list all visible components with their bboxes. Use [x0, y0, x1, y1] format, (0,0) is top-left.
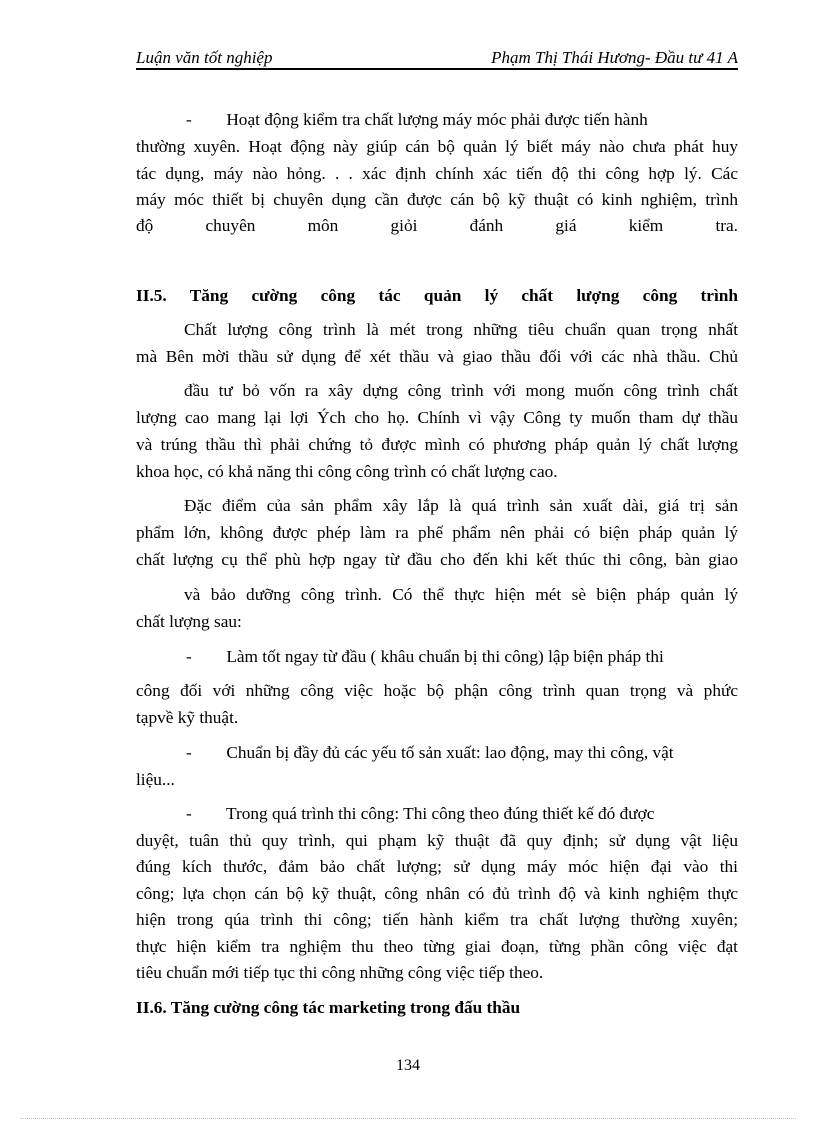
text-line: lượng cao mang lại lợi Ých cho họ. Chính vì vậy Công ty muốn tham dự thầu — [136, 408, 738, 427]
text-line: công đối với những công việc hoặc bộ phận công trình quan trọng và phức — [136, 681, 738, 700]
text-line: và trúng thầu thì phải chứng tỏ được mình có phương pháp quản lý chất lượng — [136, 435, 738, 454]
text-line: duyệt, tuân thủ quy trình, qui phạm kỹ thuật đã quy định; sử dụng vật liệu — [136, 831, 738, 850]
text-line: phẩm lớn, không được phép làm ra phế phẩm nên phải có biện pháp quản lý — [136, 523, 738, 542]
text-line: - Trong quá trình thi công: Thi công theo đúng thiết kế đó được — [186, 804, 655, 823]
text-line: thực hiện kiểm tra nghiệm thu theo từng giai đoạn, từng phần công việc đạt — [136, 937, 738, 956]
text-line: - Chuẩn bị đầy đủ các yếu tố sản xuất: lao động, may thi công, vật — [186, 743, 674, 762]
page-header — [136, 48, 738, 70]
page-number: 134 — [396, 1057, 420, 1074]
section-heading-ii5: II.5. Tăng cường công tác quản lý chất lượng công trình — [136, 286, 738, 305]
text-line: thường xuyên. Hoạt động này giúp cán bộ quản lý biết máy nào chưa phát huy — [136, 137, 738, 156]
text-line: công; lựa chọn cán bộ kỹ thuật, công nhân có đủ trình độ và kinh nghiệm thực — [136, 884, 738, 903]
text-line: - Hoạt động kiểm tra chất lượng máy móc phải được tiến hành — [186, 110, 648, 129]
text-line: mà Bên mời thầu sử dụng để xét thầu và giao thầu đối với các nhà thầu. Chủ — [136, 347, 738, 366]
text-line: đúng kích thước, đảm bảo chất lượng; sử dụng máy móc hiện đại vào thi — [136, 857, 738, 876]
text-line: chất lượng cụ thể phù hợp ngay từ đầu cho đến khi kết thúc thi công, bàn giao — [136, 550, 738, 569]
text-line: Đặc điểm của sản phẩm xây lắp là quá trình sản xuất dài, giá trị sản — [184, 496, 738, 515]
text-line: hiện trong qúa trình thi công; tiến hành kiểm tra chất lượng thường xuyên; — [136, 910, 738, 929]
text-line: và bảo dưỡng công trình. Có thể thực hiện mét sè biện pháp quản lý — [184, 585, 738, 604]
text-line: Chất lượng công trình là mét trong những tiêu chuẩn quan trọng nhất — [184, 320, 738, 339]
text-line: - Làm tốt ngay từ đầu ( khâu chuẩn bị thi công) lập biện pháp thi — [186, 647, 664, 666]
text-line: đầu tư bỏ vốn ra xây dựng công trình với mong muốn công trình chất — [184, 381, 738, 400]
text-line: tạpvề kỹ thuật. — [136, 708, 239, 727]
text-line: tiêu chuẩn mới tiếp tục thi công những công việc tiếp theo. — [136, 963, 544, 982]
header-author: Phạm Thị Thái Hương- Đầu tư 41 A — [491, 48, 738, 67]
text-line: liệu... — [136, 770, 175, 789]
section-heading-ii6: II.6. Tăng cường công tác marketing trong đấu thầu — [136, 998, 521, 1017]
page-bottom-divider — [20, 1118, 796, 1119]
text-line: máy móc thiết bị chuyên dụng cần được cán bộ kỹ thuật có kinh nghiệm, trình — [136, 190, 738, 209]
text-line: tác dụng, máy nào hỏng. . . xác định chính xác tiến độ thi công hợp lý. Các — [136, 164, 738, 183]
text-line: chất lượng sau: — [136, 612, 242, 631]
text-line: khoa học, có khả năng thi công công trình có chất lượng cao. — [136, 462, 558, 481]
header-thesis-label: Luận văn tốt nghiệp — [136, 48, 273, 67]
text-line: độ chuyên môn giỏi đánh giá kiểm tra. — [136, 216, 738, 235]
